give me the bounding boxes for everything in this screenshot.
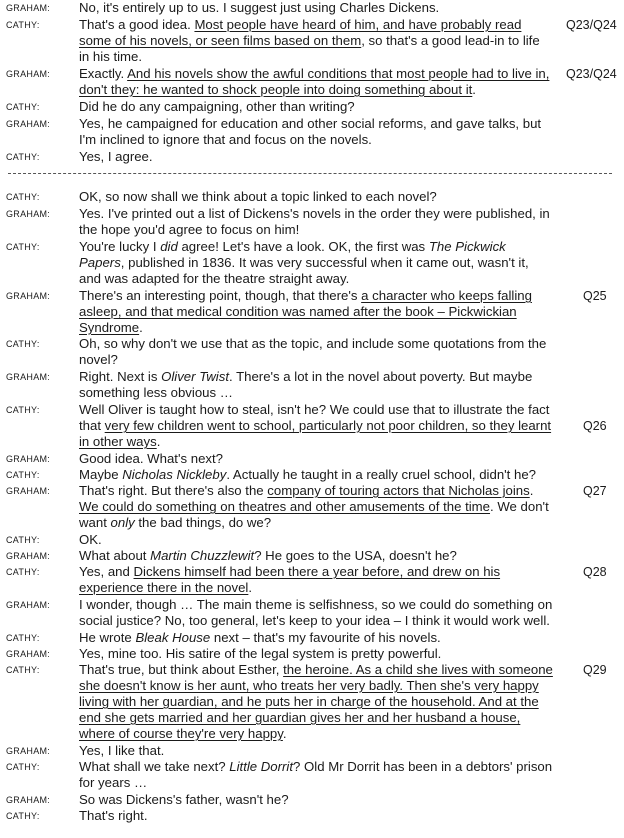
dialogue-text — [79, 451, 223, 467]
transcript-line — [0, 434, 624, 450]
text-segment: That's right. — [79, 808, 148, 823]
italic-title-text: Bleak House — [135, 630, 211, 645]
speaker-label: GRAHAM: — [6, 649, 51, 659]
text-segment: OK. — [79, 532, 102, 547]
text-segment: . — [156, 434, 161, 449]
text-segment: No, it's entirely up to us. I suggest just using Charles Dickens. — [79, 0, 440, 15]
dialogue-text — [79, 17, 521, 33]
underlined-answer-text: a character who keeps falling — [361, 288, 532, 303]
speaker-label: GRAHAM: — [6, 454, 51, 464]
transcript-line — [0, 17, 624, 33]
dialogue-text — [79, 82, 476, 98]
text-segment: Right. Next is — [79, 369, 162, 384]
dialogue-text — [79, 662, 553, 678]
underlined-answer-text: living with her guardian, and he puts her in charge of the household. And at the — [79, 694, 539, 709]
transcript-line — [0, 808, 624, 824]
text-segment: You're lucky I — [79, 239, 161, 254]
dialogue-text — [79, 271, 349, 287]
dialogue-text — [79, 743, 164, 759]
dialogue-text — [79, 369, 532, 385]
text-segment: for years … — [79, 775, 148, 790]
underlined-answer-text: Syndrome — [79, 320, 140, 335]
speaker-label: GRAHAM: — [6, 119, 51, 129]
transcript-line — [0, 646, 624, 662]
transcript-line — [0, 336, 624, 352]
transcript-line — [0, 304, 624, 320]
transcript-line — [0, 132, 624, 148]
text-segment: . We don't — [490, 499, 549, 514]
transcript-line — [0, 66, 624, 82]
speaker-label: CATHY: — [6, 192, 40, 202]
text-segment: . — [472, 82, 476, 97]
text-segment: want — [79, 515, 111, 530]
text-segment: What shall we take next? — [79, 759, 230, 774]
transcript-line — [0, 222, 624, 238]
transcript-line — [0, 451, 624, 467]
text-segment: ? Old Mr Dorrit has been in a debtors' prison — [293, 759, 553, 774]
dialogue-text — [79, 99, 355, 115]
transcript-line — [0, 418, 624, 434]
italic-title-text: Nicholas Nickleby — [122, 467, 227, 482]
transcript-line — [0, 792, 624, 808]
text-segment: Yes, he campaigned for education and other social reforms, and gave talks, but — [79, 116, 542, 131]
text-segment: That's right. But there's also the — [79, 483, 268, 498]
text-segment: social justice? No, too general, let's keep to your idea – I think it would work well. — [79, 613, 550, 628]
transcript-line — [0, 532, 624, 548]
dialogue-text — [79, 710, 520, 726]
text-segment: in his time. — [79, 49, 143, 64]
text-segment: Oh, so why don't we use that as the topic, and include some quotations from the — [79, 336, 547, 351]
dialogue-text — [79, 499, 549, 515]
dialogue-text — [79, 320, 143, 336]
dialogue-text — [79, 630, 441, 646]
text-segment: . There's a lot in the novel about poverty. But maybe — [228, 369, 533, 384]
underlined-answer-text: very few children went to school, particularly not poor children, so they learnt — [104, 418, 552, 433]
question-number: Q27 — [583, 484, 607, 498]
underlined-answer-text: Dickens himself had been there a year before, and drew on his — [133, 564, 501, 579]
underlined-answer-text: where of course they're very happy — [79, 726, 283, 741]
section-divider — [8, 173, 612, 174]
underlined-answer-text: experience there in the novel — [79, 580, 249, 595]
dialogue-text — [79, 532, 102, 548]
question-number: Q29 — [583, 663, 607, 677]
italic-title-text: Little Dorrit — [229, 759, 294, 774]
text-segment: ? He goes to the USA, doesn't he? — [254, 548, 457, 563]
dialogue-text — [79, 613, 550, 629]
transcript-line — [0, 759, 624, 775]
text-segment: . — [248, 580, 253, 595]
dialogue-text — [79, 206, 550, 222]
text-segment: , published in 1836. It was very successful when it came out, wasn't it, — [120, 255, 529, 270]
dialogue-text — [79, 304, 517, 320]
transcript-line — [0, 580, 624, 596]
text-segment: Well Oliver is taught how to steal, isn't he? We could use that to illustrate the fact — [79, 402, 550, 417]
dialogue-text — [79, 694, 539, 710]
transcript-line — [0, 189, 624, 205]
text-segment: that — [79, 418, 105, 433]
italic-title-text: did — [160, 239, 178, 254]
transcript-line — [0, 255, 624, 271]
question-number: Q23/Q24 — [566, 18, 617, 32]
dialogue-text — [79, 515, 271, 531]
transcript-line — [0, 613, 624, 629]
text-segment: He wrote — [79, 630, 136, 645]
dialogue-text — [79, 580, 252, 596]
text-segment: Maybe — [79, 467, 123, 482]
transcript-line — [0, 678, 624, 694]
speaker-label: CATHY: — [6, 762, 40, 772]
transcript-line — [0, 630, 624, 646]
text-segment: That's a good idea. — [79, 17, 195, 32]
dialogue-text — [79, 385, 233, 401]
transcript-line — [0, 694, 624, 710]
speaker-label: GRAHAM: — [6, 209, 51, 219]
text-segment: . Actually he taught in a really cruel school, didn't he? — [226, 467, 537, 482]
speaker-label: CATHY: — [6, 405, 40, 415]
speaker-label: GRAHAM: — [6, 746, 51, 756]
text-segment: So was Dickens's father, wasn't he? — [79, 792, 289, 807]
transcript-line — [0, 564, 624, 580]
dialogue-text — [79, 792, 289, 808]
text-segment: the hope you'd agree to focus on him! — [79, 222, 300, 237]
transcript-line — [0, 385, 624, 401]
question-number: Q25 — [583, 289, 607, 303]
dialogue-text — [79, 678, 539, 694]
transcript-line — [0, 99, 624, 115]
speaker-label: CATHY: — [6, 633, 40, 643]
transcript-line — [0, 369, 624, 385]
text-segment: and was adapted for the theatre straight away. — [79, 271, 350, 286]
text-segment: the bad things, do we? — [134, 515, 272, 530]
speaker-label: GRAHAM: — [6, 372, 51, 382]
transcript-line — [0, 0, 624, 16]
dialogue-text — [79, 597, 552, 613]
underlined-answer-text: Most people have heard of him, and have probably read — [194, 17, 522, 32]
transcript-line — [0, 116, 624, 132]
transcript-line — [0, 33, 624, 49]
transcript-line — [0, 402, 624, 418]
dialogue-text — [79, 189, 437, 205]
text-segment: Yes, I agree. — [79, 149, 153, 164]
speaker-label: CATHY: — [6, 665, 40, 675]
dialogue-text — [79, 775, 147, 791]
transcript-line — [0, 726, 624, 742]
transcript-line — [0, 288, 624, 304]
transcript-line — [0, 49, 624, 65]
text-segment: . — [529, 483, 534, 498]
transcript-line — [0, 597, 624, 613]
text-segment: , so that's a good lead-in to life — [361, 33, 540, 48]
speaker-label: CATHY: — [6, 470, 40, 480]
dialogue-text — [79, 0, 439, 16]
text-segment: Yes. I've printed out a list of Dickens's novels in the order they were published, in — [79, 206, 550, 221]
dialogue-text — [79, 418, 551, 434]
underlined-answer-text: And his novels show the awful conditions that most people had to live in, — [127, 66, 550, 81]
dialogue-text — [79, 33, 540, 49]
transcript-line — [0, 515, 624, 531]
transcript-line — [0, 548, 624, 564]
italic-title-text: Martin Chuzzlewit — [150, 548, 255, 563]
transcript-line — [0, 352, 624, 368]
dialogue-text — [79, 467, 536, 483]
speaker-label: GRAHAM: — [6, 551, 51, 561]
question-number: Q23/Q24 — [566, 67, 617, 81]
text-segment: Yes, I like that. — [79, 743, 165, 758]
text-segment: There's an interesting point, though, that there's — [79, 288, 362, 303]
text-segment: novel? — [79, 352, 118, 367]
dialogue-text — [79, 222, 299, 238]
transcript-line — [0, 239, 624, 255]
underlined-answer-text: asleep, and that medical condition was named after the book – Pickwickian — [79, 304, 517, 319]
underlined-answer-text: she doesn't know is her aunt, who treats her very badly. Then she's very happy — [79, 678, 539, 693]
transcript-line — [0, 271, 624, 287]
speaker-label: GRAHAM: — [6, 795, 51, 805]
transcript-line — [0, 662, 624, 678]
text-segment: OK, so now shall we think about a topic linked to each novel? — [79, 189, 437, 204]
speaker-label: GRAHAM: — [6, 600, 51, 610]
question-number: Q26 — [583, 419, 607, 433]
dialogue-text — [79, 564, 500, 580]
dialogue-text — [79, 548, 457, 564]
transcript-line — [0, 320, 624, 336]
text-segment: next – that's my favourite of his novels. — [210, 630, 441, 645]
italic-title-text: only — [110, 515, 135, 530]
dialogue-text — [79, 759, 552, 775]
text-segment: Yes, and — [79, 564, 134, 579]
underlined-answer-text: don't they: he wanted to shock people into doing something about it — [79, 82, 473, 97]
dialogue-text — [79, 808, 147, 824]
speaker-label: CATHY: — [6, 152, 40, 162]
speaker-label: CATHY: — [6, 535, 40, 545]
text-segment: . — [139, 320, 143, 335]
speaker-label: CATHY: — [6, 20, 40, 30]
text-segment: Good idea. What's next? — [79, 451, 224, 466]
text-segment: What about — [79, 548, 151, 563]
dialogue-text — [79, 352, 118, 368]
dialogue-text — [79, 49, 142, 65]
italic-title-text: Oliver Twist — [161, 369, 229, 384]
transcript-line — [0, 149, 624, 165]
underlined-answer-text: We could do something on theatres and other amusements of the time — [79, 499, 491, 514]
dialogue-text — [79, 239, 506, 255]
text-segment: Yes, mine too. His satire of the legal system is pretty powerful. — [79, 646, 442, 661]
dialogue-text — [79, 116, 541, 132]
dialogue-text — [79, 434, 160, 450]
speaker-label: CATHY: — [6, 567, 40, 577]
text-segment: That's true, but think about Esther, — [79, 662, 284, 677]
text-segment: I wonder, though … The main theme is selfishness, so we could do something on — [79, 597, 553, 612]
transcript-line — [0, 206, 624, 222]
transcript-line — [0, 775, 624, 791]
underlined-answer-text: end she gets married and her guardian gives her and her husband a house, — [79, 710, 521, 725]
transcript-line — [0, 710, 624, 726]
speaker-label: CATHY: — [6, 242, 40, 252]
transcript-line — [0, 499, 624, 515]
underlined-answer-text: the heroine. As a child she lives with someone — [283, 662, 553, 677]
speaker-label: GRAHAM: — [6, 69, 51, 79]
dialogue-text — [79, 255, 529, 271]
transcript-line — [0, 82, 624, 98]
transcript-line — [0, 743, 624, 759]
dialogue-text — [79, 483, 533, 499]
dialogue-text — [79, 726, 287, 742]
text-segment: I'm inclined to ignore that and focus on the novels. — [79, 132, 372, 147]
dialogue-text — [79, 288, 532, 304]
underlined-answer-text: company of touring actors that Nicholas joins — [267, 483, 530, 498]
dialogue-text — [79, 336, 546, 352]
speaker-label: GRAHAM: — [6, 291, 51, 301]
dialogue-text — [79, 132, 372, 148]
text-segment: Exactly. — [79, 66, 128, 81]
text-segment: Did he do any campaigning, other than writing? — [79, 99, 355, 114]
text-segment: something less obvious … — [79, 385, 233, 400]
text-segment: . — [282, 726, 287, 741]
dialogue-text — [79, 646, 441, 662]
text-segment: agree! Let's have a look. OK, the first was — [177, 239, 429, 254]
italic-title-text: The Pickwick — [428, 239, 506, 254]
transcript-line — [0, 467, 624, 483]
speaker-label: CATHY: — [6, 102, 40, 112]
speaker-label: CATHY: — [6, 339, 40, 349]
speaker-label: GRAHAM: — [6, 486, 51, 496]
speaker-label: GRAHAM: — [6, 3, 51, 13]
dialogue-text — [79, 66, 549, 82]
italic-title-text: Papers — [79, 255, 121, 270]
underlined-answer-text: some of his novels, or seen films based on them — [79, 33, 362, 48]
dialogue-text — [79, 149, 153, 165]
speaker-label: CATHY: — [6, 811, 40, 821]
transcript-line — [0, 483, 624, 499]
question-number: Q28 — [583, 565, 607, 579]
dialogue-text — [79, 402, 549, 418]
underlined-answer-text: in other ways — [79, 434, 157, 449]
